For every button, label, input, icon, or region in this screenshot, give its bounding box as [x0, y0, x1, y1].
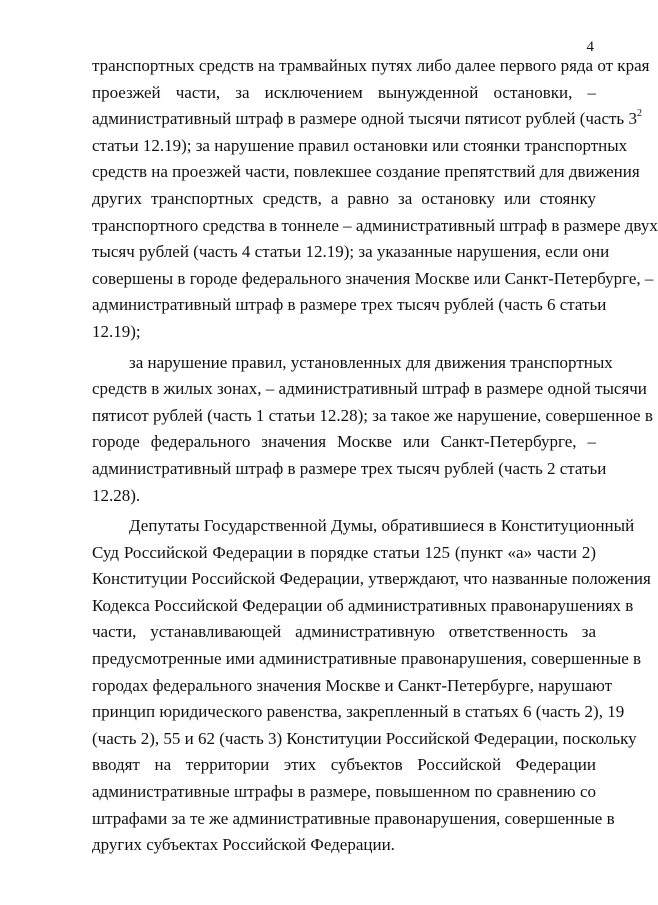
- text-line: административный штраф в размере трех тысяч рублей (часть 6 статьи: [92, 295, 607, 315]
- text-line: городах федерального значения Москве и Санкт-Петербурге, нарушают: [92, 675, 613, 695]
- text-line: (часть 2), 55 и 62 (часть 3) Конституции Российской Федерации, поскольку: [92, 728, 637, 748]
- text-line: 12.28).: [92, 485, 141, 505]
- paragraph: [92, 350, 653, 510]
- superscript: 2: [636, 108, 642, 120]
- text-line: транспортных средств на трамвайных путях либо далее первого ряда от края: [92, 56, 650, 75]
- text-line: административный штраф в размере одной тысячи пятисот рублей (часть $3^2$: [92, 108, 642, 129]
- text-line: тысяч рублей (часть 4 статьи 12.19); за указанные нарушения, если они: [92, 242, 610, 262]
- text-line: средств в жилых зонах, – административный штраф в размере одной тысячи: [92, 379, 647, 399]
- text-line: других транспортных средств, а равно за остановку или стоянку: [92, 188, 596, 208]
- text-line: вводят на территории этих субъектов Российской Федерации: [92, 755, 596, 775]
- paragraph: [92, 513, 651, 859]
- text-line: предусмотренные ими административные правонарушения, совершенные в: [92, 649, 642, 669]
- text-line: принцип юридического равенства, закрепленный в статьях 6 (часть 2), 19: [92, 702, 625, 722]
- text-line: административные штрафы в размере, повышенном по сравнению со: [92, 782, 596, 802]
- document-body: [92, 53, 658, 859]
- paragraph: [92, 53, 658, 346]
- text-line: штрафами за те же административные правонарушения, совершенные в: [92, 808, 615, 828]
- text-line: административный штраф в размере трех тысяч рублей (часть 2 статьи: [92, 458, 607, 478]
- text-line: проезжей части, за исключением вынужденной остановки, –: [92, 82, 596, 102]
- text-line: Депутаты Государственной Думы, обратившиеся в Конституционный: [129, 516, 635, 536]
- text-line: Конституции Российской Федерации, утверждают, что названные положения: [92, 569, 651, 589]
- text-line: транспортного средства в тоннеле – административный штраф в размере двух: [92, 215, 658, 235]
- text-line: Суд Российской Федерации в порядке статьи 125 (пункт «а» части 2): [92, 542, 596, 562]
- text-line: пятисот рублей (часть 1 статьи 12.28); за такое же нарушение, совершенное в: [92, 405, 653, 425]
- text-line: статьи 12.19); за нарушение правил остановки или стоянки транспортных: [92, 135, 628, 155]
- text-line: за нарушение правил, установленных для движения транспортных: [129, 352, 613, 372]
- text-line: городе федерального значения Москве или Санкт-Петербурге, –: [92, 432, 596, 452]
- text-line: 12.19);: [92, 321, 141, 341]
- text-line: совершены в городе федерального значения Москве или Санкт-Петербурге, –: [92, 268, 654, 288]
- text-line: части, устанавливающей административную ответственность за: [92, 622, 596, 642]
- text-line: Кодекса Российской Федерации об административных правонарушениях в: [92, 595, 634, 615]
- text-line: других субъектах Российской Федерации.: [92, 835, 395, 855]
- text-line: средств на проезжей части, повлекшее создание препятствий для движения: [92, 162, 640, 182]
- page-number: 4: [586, 39, 594, 55]
